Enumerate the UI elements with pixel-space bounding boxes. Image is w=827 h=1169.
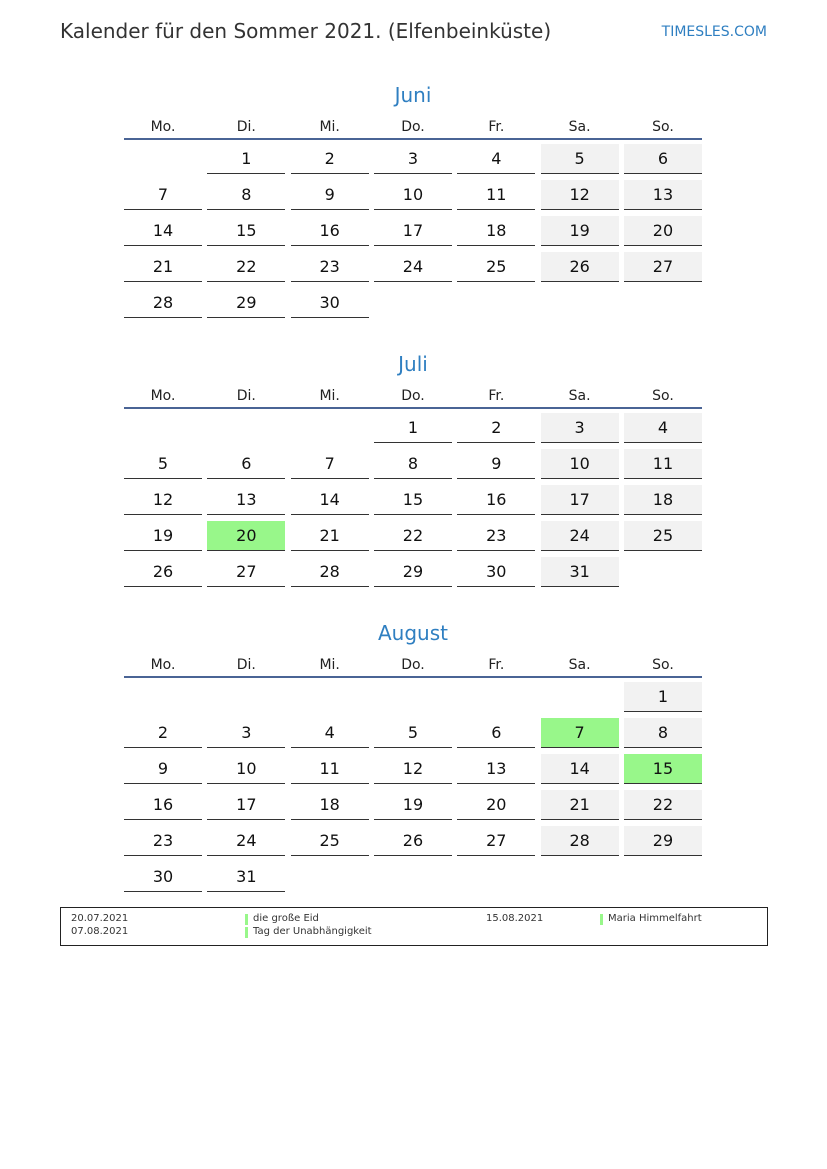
holiday-day-cell: 7 bbox=[541, 718, 619, 748]
day-cell: 1 bbox=[374, 413, 452, 443]
legend-date: 15.08.2021 bbox=[486, 913, 544, 924]
weekday-header: Mi. bbox=[319, 657, 340, 673]
legend-holiday-name: Tag der Unabhängigkeit bbox=[253, 926, 372, 937]
day-cell: 4 bbox=[291, 718, 369, 748]
day-cell: 20 bbox=[624, 216, 702, 246]
day-cell: 1 bbox=[207, 144, 285, 174]
day-cell: 16 bbox=[124, 790, 202, 820]
holiday-color-marker bbox=[600, 914, 603, 925]
weekday-header: Fr. bbox=[488, 388, 505, 404]
day-cell: 29 bbox=[374, 557, 452, 587]
day-cell: 28 bbox=[291, 557, 369, 587]
day-cell: 27 bbox=[624, 252, 702, 282]
holiday-legend bbox=[60, 907, 768, 946]
holiday-day-cell: 15 bbox=[624, 754, 702, 784]
day-cell: 31 bbox=[541, 557, 619, 587]
weekday-header: Mo. bbox=[150, 657, 176, 673]
day-cell: 30 bbox=[457, 557, 535, 587]
day-cell: 26 bbox=[541, 252, 619, 282]
site-link[interactable]: TIMESLES.COM bbox=[661, 24, 767, 40]
header-divider bbox=[124, 138, 702, 140]
day-cell: 14 bbox=[291, 485, 369, 515]
day-cell: 1 bbox=[624, 682, 702, 712]
day-cell: 11 bbox=[291, 754, 369, 784]
month-title: Juli bbox=[398, 352, 428, 376]
weekday-header: Fr. bbox=[488, 119, 505, 135]
weekday-header: So. bbox=[652, 657, 674, 673]
day-cell: 27 bbox=[457, 826, 535, 856]
day-cell: 3 bbox=[207, 718, 285, 748]
weekday-header: Sa. bbox=[568, 388, 591, 404]
legend-date: 20.07.2021 bbox=[71, 913, 129, 924]
day-cell: 10 bbox=[541, 449, 619, 479]
day-cell: 30 bbox=[124, 862, 202, 892]
day-cell: 13 bbox=[457, 754, 535, 784]
day-cell: 5 bbox=[541, 144, 619, 174]
day-cell: 18 bbox=[291, 790, 369, 820]
day-cell: 3 bbox=[374, 144, 452, 174]
weekday-header: Sa. bbox=[568, 657, 591, 673]
weekday-header: Mi. bbox=[319, 119, 340, 135]
day-cell: 15 bbox=[374, 485, 452, 515]
day-cell: 9 bbox=[291, 180, 369, 210]
day-cell: 3 bbox=[541, 413, 619, 443]
day-cell: 6 bbox=[624, 144, 702, 174]
day-cell: 26 bbox=[374, 826, 452, 856]
weekday-header: Di. bbox=[236, 657, 256, 673]
day-cell: 9 bbox=[457, 449, 535, 479]
day-cell: 16 bbox=[457, 485, 535, 515]
day-cell: 13 bbox=[624, 180, 702, 210]
day-cell: 11 bbox=[624, 449, 702, 479]
day-cell: 23 bbox=[291, 252, 369, 282]
day-cell: 29 bbox=[207, 288, 285, 318]
day-cell: 10 bbox=[207, 754, 285, 784]
day-cell: 22 bbox=[374, 521, 452, 551]
day-cell: 28 bbox=[541, 826, 619, 856]
day-cell: 26 bbox=[124, 557, 202, 587]
weekday-header: Sa. bbox=[568, 119, 591, 135]
month-title: Juni bbox=[394, 83, 432, 107]
day-cell: 2 bbox=[457, 413, 535, 443]
day-cell: 29 bbox=[624, 826, 702, 856]
day-cell: 25 bbox=[457, 252, 535, 282]
day-cell: 4 bbox=[457, 144, 535, 174]
day-cell: 14 bbox=[541, 754, 619, 784]
day-cell: 9 bbox=[124, 754, 202, 784]
day-cell: 12 bbox=[374, 754, 452, 784]
day-cell: 30 bbox=[291, 288, 369, 318]
day-cell: 6 bbox=[457, 718, 535, 748]
day-cell: 4 bbox=[624, 413, 702, 443]
day-cell: 31 bbox=[207, 862, 285, 892]
weekday-header: Mo. bbox=[150, 119, 176, 135]
day-cell: 8 bbox=[207, 180, 285, 210]
day-cell: 23 bbox=[124, 826, 202, 856]
weekday-header: Do. bbox=[401, 119, 425, 135]
day-cell: 7 bbox=[291, 449, 369, 479]
weekday-header: Do. bbox=[401, 657, 425, 673]
day-cell: 21 bbox=[291, 521, 369, 551]
day-cell: 14 bbox=[124, 216, 202, 246]
legend-holiday-name: Maria Himmelfahrt bbox=[608, 913, 702, 924]
weekday-header: Do. bbox=[401, 388, 425, 404]
day-cell: 13 bbox=[207, 485, 285, 515]
holiday-color-marker bbox=[245, 927, 248, 938]
day-cell: 18 bbox=[457, 216, 535, 246]
day-cell: 8 bbox=[624, 718, 702, 748]
weekday-header: So. bbox=[652, 388, 674, 404]
day-cell: 24 bbox=[541, 521, 619, 551]
day-cell: 5 bbox=[124, 449, 202, 479]
day-cell: 19 bbox=[374, 790, 452, 820]
day-cell: 17 bbox=[374, 216, 452, 246]
day-cell: 12 bbox=[124, 485, 202, 515]
holiday-day-cell: 20 bbox=[207, 521, 285, 551]
day-cell: 5 bbox=[374, 718, 452, 748]
day-cell: 16 bbox=[291, 216, 369, 246]
day-cell: 23 bbox=[457, 521, 535, 551]
page-title: Kalender für den Sommer 2021. (Elfenbeinküste) bbox=[60, 19, 552, 43]
weekday-header: Di. bbox=[236, 119, 256, 135]
month-title: August bbox=[378, 621, 448, 645]
day-cell: 22 bbox=[624, 790, 702, 820]
legend-date: 07.08.2021 bbox=[71, 926, 129, 937]
day-cell: 20 bbox=[457, 790, 535, 820]
day-cell: 24 bbox=[207, 826, 285, 856]
legend-holiday-name: die große Eid bbox=[253, 913, 319, 924]
header-divider bbox=[124, 676, 702, 678]
day-cell: 21 bbox=[541, 790, 619, 820]
weekday-header: Mi. bbox=[319, 388, 340, 404]
day-cell: 25 bbox=[624, 521, 702, 551]
day-cell: 6 bbox=[207, 449, 285, 479]
day-cell: 25 bbox=[291, 826, 369, 856]
day-cell: 19 bbox=[124, 521, 202, 551]
day-cell: 12 bbox=[541, 180, 619, 210]
day-cell: 17 bbox=[541, 485, 619, 515]
day-cell: 18 bbox=[624, 485, 702, 515]
day-cell: 17 bbox=[207, 790, 285, 820]
day-cell: 27 bbox=[207, 557, 285, 587]
weekday-header: Di. bbox=[236, 388, 256, 404]
day-cell: 11 bbox=[457, 180, 535, 210]
header-divider bbox=[124, 407, 702, 409]
day-cell: 19 bbox=[541, 216, 619, 246]
day-cell: 24 bbox=[374, 252, 452, 282]
day-cell: 8 bbox=[374, 449, 452, 479]
holiday-color-marker bbox=[245, 914, 248, 925]
day-cell: 28 bbox=[124, 288, 202, 318]
day-cell: 22 bbox=[207, 252, 285, 282]
day-cell: 2 bbox=[291, 144, 369, 174]
weekday-header: So. bbox=[652, 119, 674, 135]
day-cell: 2 bbox=[124, 718, 202, 748]
day-cell: 15 bbox=[207, 216, 285, 246]
day-cell: 10 bbox=[374, 180, 452, 210]
weekday-header: Fr. bbox=[488, 657, 505, 673]
day-cell: 7 bbox=[124, 180, 202, 210]
weekday-header: Mo. bbox=[150, 388, 176, 404]
day-cell: 21 bbox=[124, 252, 202, 282]
